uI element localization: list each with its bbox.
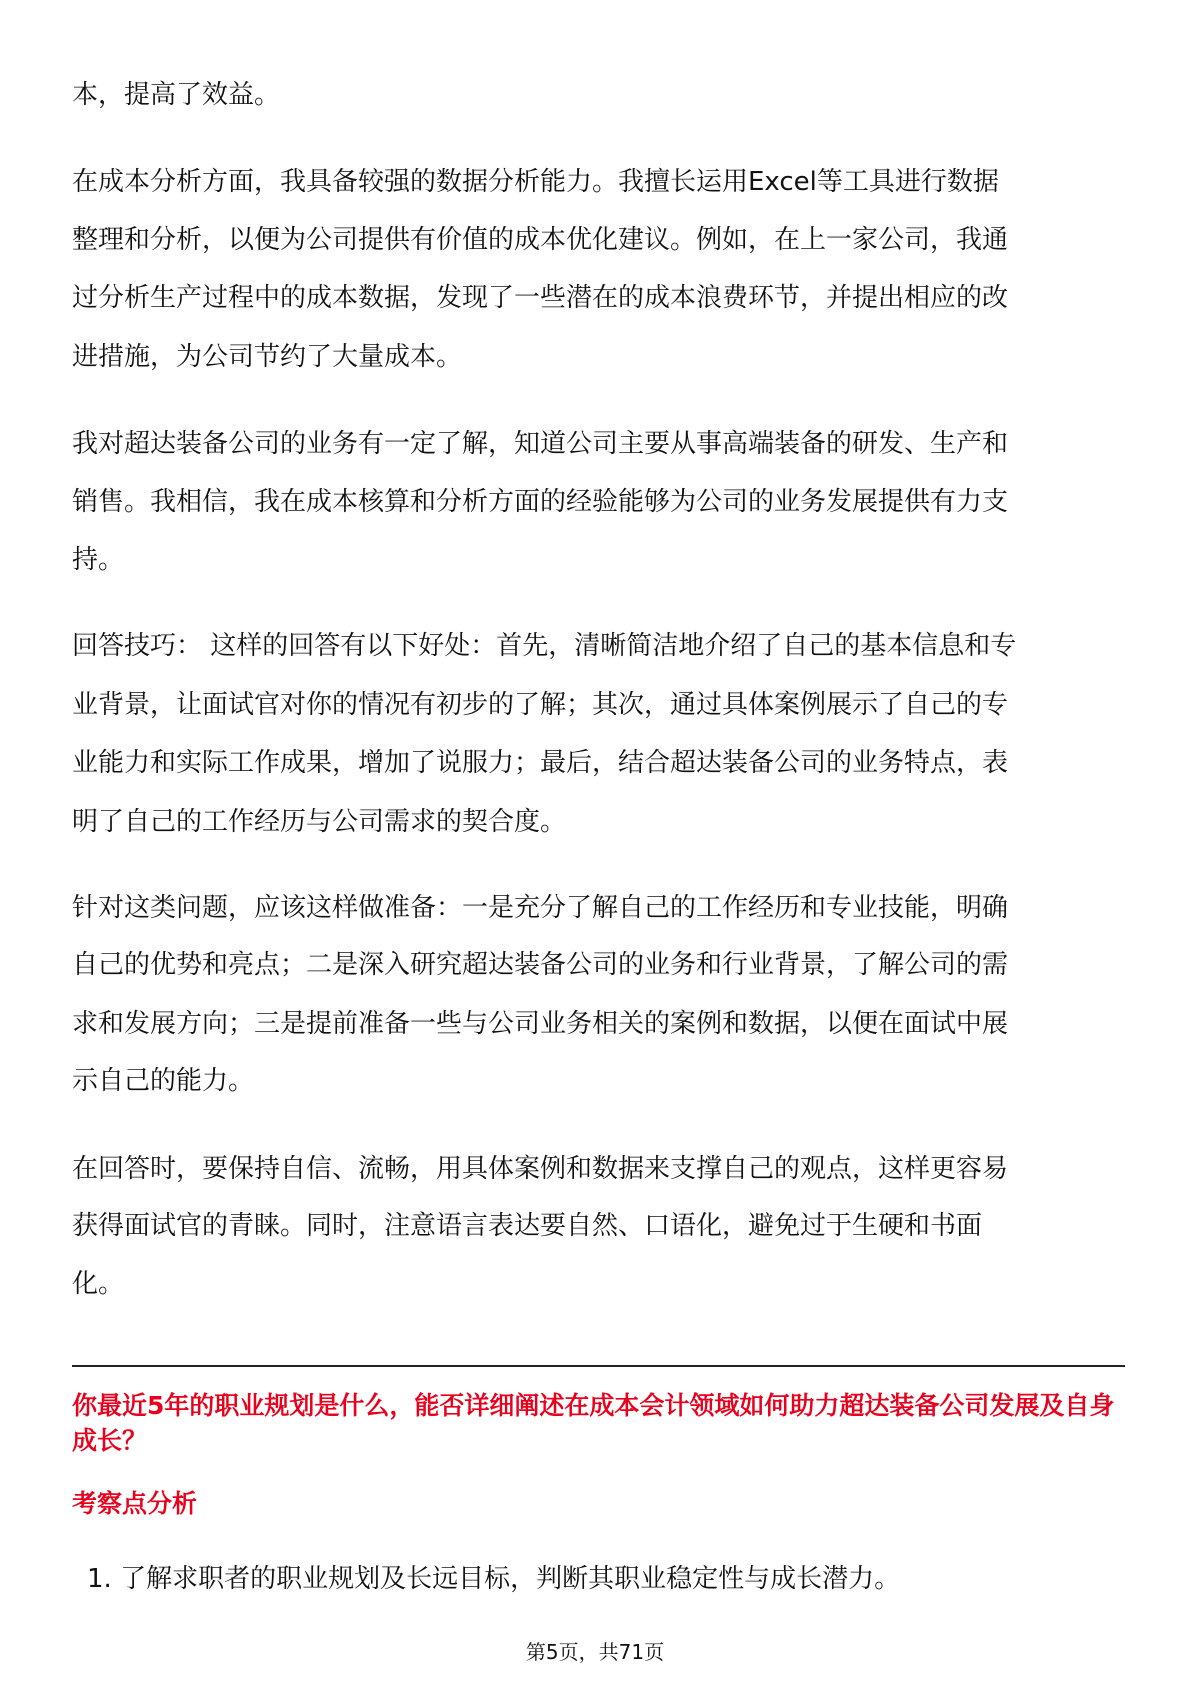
paragraph-line: 整理和分析，以便为公司提供有价值的成本优化建议。例如，在上一家公司，我通 [72, 225, 1009, 255]
paragraph-line: 在成本分析方面，我具备较强的数据分析能力。我擅长运用Excel等工具进行数据 [72, 167, 999, 197]
question-heading: 你最近5年的职业规划是什么，能否详细阐述在成本会计领域如何助力超达装备公司发展及自身成长？ [72, 1391, 1115, 1455]
paragraph-line: 我对超达装备公司的业务有一定了解，知道公司主要从事高端装备的研发、生产和 [72, 429, 1009, 459]
page-number: 第5页，共71页 [525, 1640, 665, 1664]
paragraph-line: 回答技巧： 这样的回答有以下好处：首先，清晰简洁地介绍了自己的基本信息和专 [72, 631, 1017, 661]
paragraph-line: 获得面试官的青睐。同时，注意语言表达要自然、口语化，避免过于生硬和书面 [72, 1211, 983, 1241]
paragraph-line: 业背景，让面试官对你的情况有初步的了解；其次，通过具体案例展示了自己的专 [72, 690, 1009, 720]
paragraph-line: 化。 [72, 1269, 125, 1299]
paragraph-line: 销售。我相信，我在成本核算和分析方面的经验能够为公司的业务发展提供有力支 [72, 487, 1009, 517]
paragraph-line: 示自己的能力。 [72, 1066, 255, 1096]
paragraph-line: 针对这类问题，应该这样做准备：一是充分了解自己的工作经历和专业技能，明确 [72, 893, 1009, 923]
paragraph-line: 持。 [72, 545, 125, 575]
paragraph-line: 进措施，为公司节约了大量成本。 [72, 342, 463, 372]
paragraph-line: 在回答时，要保持自信、流畅，用具体案例和数据来支撑自己的观点，这样更容易 [72, 1154, 1009, 1184]
paragraph-line: 自己的优势和亮点；二是深入研究超达装备公司的业务和行业背景，了解公司的需 [72, 950, 1009, 980]
list-item: 1. 了解求职者的职业规划及长远目标，判断其职业稳定性与成长潜力。 [87, 1564, 901, 1594]
section-title: 考察点分析 [72, 1489, 198, 1518]
paragraph-line: 明了自己的工作经历与公司需求的契合度。 [72, 807, 567, 837]
paragraph-line: 业能力和实际工作成果，增加了说服力；最后，结合超达装备公司的业务特点，表 [72, 748, 1009, 778]
paragraph-line: 过分析生产过程中的成本数据，发现了一些潜在的成本浪费环节，并提出相应的改 [72, 283, 1009, 313]
divider [72, 1365, 1125, 1367]
paragraph-line: 本，提高了效益。 [72, 80, 281, 110]
paragraph-line: 求和发展方向；三是提前准备一些与公司业务相关的案例和数据，以便在面试中展 [72, 1009, 1009, 1039]
